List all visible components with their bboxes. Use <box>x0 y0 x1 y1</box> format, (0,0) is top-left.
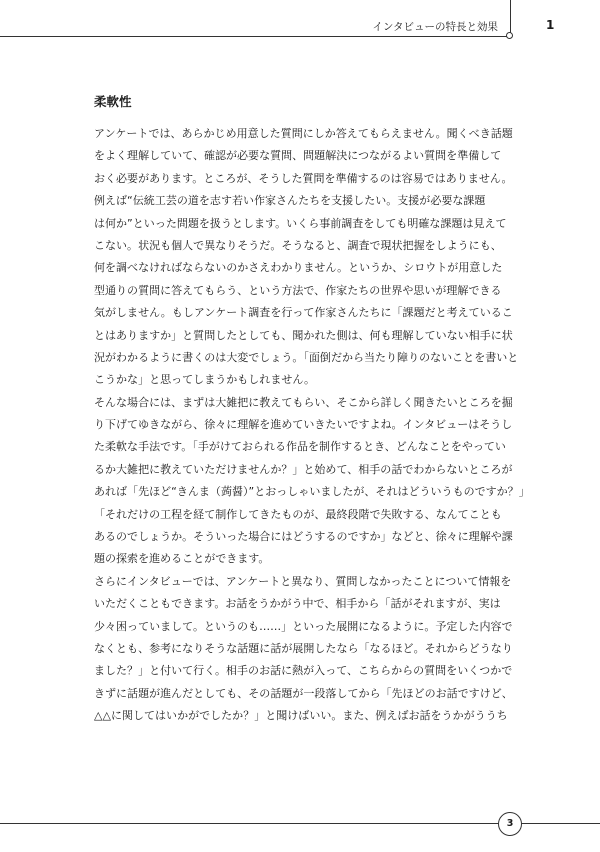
body-line: た柔軟な手法です。「手がけておられる作品を制作するとき、どんなことをやってい <box>94 440 506 454</box>
body-line: とはありますか」と質問したとしても、聞かれた側は、何も理解していない相手に状 <box>94 328 513 342</box>
body-line: 気がしません。もしアンケート調査を行って作家さんたちに「課題だと考えているこ <box>94 306 513 320</box>
body-line: あるのでしょうか。そういった場合にはどうするのですか」などと、徐々に理解や課 <box>94 530 513 544</box>
body-line: さらにインタビューでは、アンケートと異なり、質問しなかったことについて情報を <box>94 574 512 588</box>
body-line: アンケートでは、あらかじめ用意した質問にしか答えてもらえません。聞くべき話題 <box>94 127 513 140</box>
header-rule <box>0 36 508 37</box>
body-line: ました？」と付いて行く。相手のお話に熱が入って、こちらからの質問をいくつかで <box>94 664 513 678</box>
body-line: 「それだけの工程を経て制作してきたものが、最終段階で失敗する、なんてことも <box>94 507 502 521</box>
body-line: るか大雑把に教えていただけませんか？」と始めて、相手の話でわからないところが <box>94 462 513 476</box>
body-line: なくとも、参考になりそうな話題に話が展開したなら「なるほど。それからどうなり <box>94 641 513 655</box>
chapter-title: インタビューの特長と効果 <box>372 21 498 33</box>
body-line: いただくこともできます。お話をうかがう中で、相手から「話がそれますが、実は <box>94 597 501 611</box>
body-line: 何を調べなければならないのかさえわかりません。というか、シロウトが用意した <box>94 261 503 275</box>
header-ornament-circle <box>506 32 513 39</box>
body-line: をよく理解していて、確認が必要な質問、問題解決につながるよい質問を準備して <box>94 149 502 163</box>
header-vertical-rule <box>510 0 511 34</box>
body-line: おく必要があります。ところが、そうした質問を準備するのは容易ではありません。 <box>94 171 513 185</box>
body-line: り下げてゆきながら、徐々に理解を進めていきたいですよね。インタビューはそうし <box>94 418 513 432</box>
body-line: 少々困っていまして。というのも……」といった展開になるように。予定した内容で <box>94 619 513 633</box>
body-line: 況がわかるように書くのは大変でしょう。「面倒だから当たり障りのないことを書いと <box>94 350 519 364</box>
section-heading: 柔軟性 <box>94 94 132 109</box>
body-line: こうかな」と思ってしまうかもしれません。 <box>94 373 316 387</box>
body-line: そんな場合には、まずは大雑把に教えてもらい、そこから詳しく聞きたいところを掘 <box>94 395 513 409</box>
body-line: こない。状況も個人で異なりそうだ。そうなると、調査で現状把握をしようにも、 <box>94 238 502 252</box>
chapter-number: 1 <box>546 18 555 32</box>
body-line: きずに話題が進んだとしても、その話題が一段落してから「先ほどのお話ですけど、 <box>94 686 513 700</box>
body-line: 題の探索を進めることができます。 <box>94 552 270 566</box>
body-line: 例えば“伝統工芸の道を志す若い作家さんたちを支援したい。支援が必要な課題 <box>94 194 486 208</box>
body-line: △△に関してはいかがでしたか？」と聞けばいい。また、例えばお話をうかがううち <box>94 709 508 723</box>
body-line: は何か”といった問題を扱うとします。いくら事前調査をしても明確な課題は見えて <box>94 216 507 230</box>
page-number: 3 <box>498 812 522 836</box>
body-text <box>94 123 542 728</box>
body-line: 型通りの質問に答えてもらう、という方法で、作家たちの世界や思いが理解できる <box>94 283 502 297</box>
body-line: あれば「先ほど“きんま（蒟醤）”とおっしゃいましたが、それはどういうものですか？」 <box>94 485 530 499</box>
